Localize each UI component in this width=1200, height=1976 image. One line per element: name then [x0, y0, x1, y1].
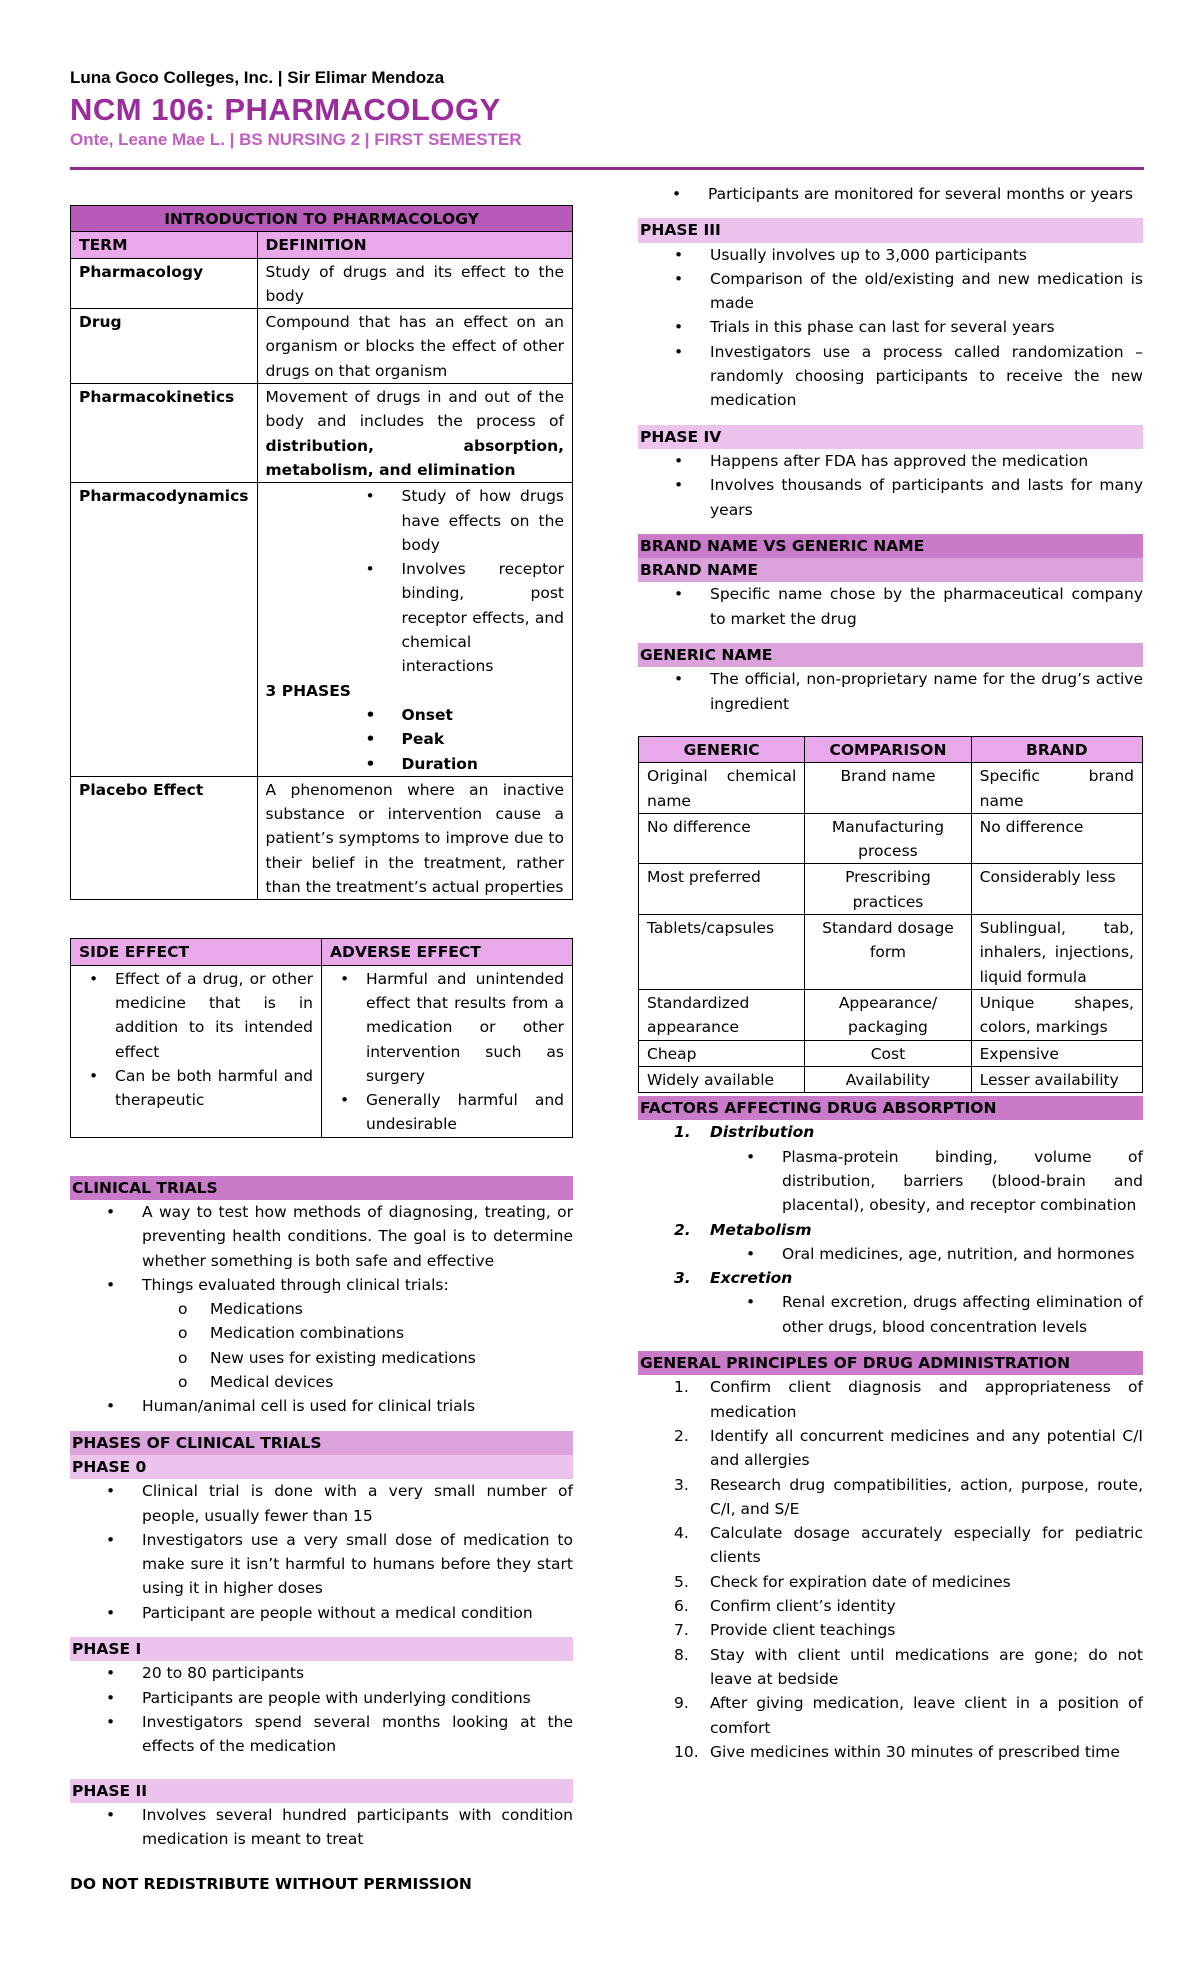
- list-item: [638, 1570, 1143, 1594]
- item-text: Confirm client diagnosis and appropriateness of medication: [710, 1378, 1143, 1421]
- phase-0-heading: PHASE 0: [70, 1455, 573, 1479]
- list-item: • Plasma-protein binding, volume of distribution, barriers (blood-brain and placental), obesity, and receptor combination: [638, 1145, 1143, 1218]
- item-text: Research drug compatibilities, action, purpose, route, C/I, and S/E: [710, 1475, 1143, 1518]
- table-cell: Manufacturing process: [805, 813, 971, 864]
- list-item: [638, 1120, 1143, 1144]
- list-item: [638, 1594, 1143, 1618]
- table-row: [639, 1066, 1143, 1092]
- item-number: 7.: [674, 1621, 689, 1640]
- student-info: Onte, Leane Mae L. | BS NURSING 2 | FIRST SEMESTER: [70, 130, 522, 149]
- item-number: 3.: [674, 1475, 689, 1494]
- item-number: 8.: [674, 1645, 689, 1664]
- clinical-trials-list-end: [70, 1394, 573, 1418]
- table-cell: Specific brand name: [971, 763, 1142, 814]
- table-row: [639, 864, 1143, 915]
- list-item: • Participant are people without a medical condition: [70, 1601, 573, 1625]
- phase-2-heading: PHASE II: [70, 1779, 573, 1803]
- definition-cell: A phenomenon where an inactive substance or intervention cause a patient’s symptoms to improve due to their belief in the treatment, rather than the treatment’s actual properties: [257, 776, 572, 899]
- table-row: [639, 915, 1143, 990]
- brand-name-list: [638, 582, 1143, 631]
- list-item: • Investigators use a very small dose of medication to make sure it isn’t harmful to humans before they start using it in higher doses: [70, 1528, 573, 1601]
- item-text: Stay with client until medications are gone; do not leave at bedside: [710, 1645, 1143, 1688]
- list-item: o Medical devices: [70, 1370, 573, 1394]
- list-item: [638, 1473, 1143, 1522]
- list-item: • 20 to 80 participants: [70, 1661, 573, 1685]
- term-cell: Drug: [71, 309, 258, 384]
- item-text: Identify all concurrent medicines and any potential C/I and allergies: [710, 1426, 1143, 1470]
- side-effect-cell: [71, 965, 322, 1137]
- list-item: • Study of how drugs have effects on the body: [258, 484, 564, 557]
- table-cell: Considerably less: [971, 864, 1142, 915]
- list-item: [638, 1643, 1143, 1692]
- table-cell: Original chemical name: [639, 763, 805, 814]
- definition-cell: [257, 483, 572, 777]
- item-text: Check for expiration date of medicines: [710, 1572, 1011, 1591]
- table-cell: Appearance/ packaging: [805, 989, 971, 1040]
- item-number: 1.: [674, 1378, 689, 1397]
- list-item: [638, 1691, 1143, 1740]
- item-text: Provide client teachings: [710, 1621, 896, 1640]
- page-header: [70, 68, 1145, 150]
- list-item: • Onset: [258, 703, 564, 727]
- phase-1-list: [70, 1661, 573, 1758]
- header-divider: [70, 167, 1144, 170]
- absorption-factors-list: [638, 1218, 1143, 1242]
- intro-table-title: INTRODUCTION TO PHARMACOLOGY: [71, 206, 573, 232]
- list-item: • Harmful and unintended effect that results from a medication or other intervention such as surgery: [330, 967, 564, 1088]
- definition-header: DEFINITION: [257, 232, 572, 258]
- list-item: • Clinical trial is done with a very small number of people, usually fewer than 15: [70, 1479, 573, 1528]
- adverse-effect-header: ADVERSE EFFECT: [322, 939, 573, 965]
- list-item: • Oral medicines, age, nutrition, and hormones: [638, 1242, 1143, 1266]
- table-cell: Standardized appearance: [639, 989, 805, 1040]
- definition-text: Movement of drugs in and out of the body and includes the process of: [265, 388, 564, 431]
- table-cell: Widely available: [639, 1066, 805, 1092]
- table-cell: Brand name: [805, 763, 971, 814]
- brand-vs-generic-heading: BRAND NAME VS GENERIC NAME: [638, 534, 1143, 558]
- list-item: [638, 1218, 1143, 1242]
- right-column: [638, 182, 1143, 1764]
- table-row: [639, 813, 1143, 864]
- list-item: • Happens after FDA has approved the medication: [638, 449, 1143, 473]
- list-item: • Duration: [258, 752, 564, 776]
- term-cell: Pharmacokinetics: [71, 384, 258, 483]
- phase-1-heading: PHASE I: [70, 1637, 573, 1661]
- list-item: • Investigators use a process called randomization – randomly choosing participants to receive the new medication: [638, 340, 1143, 413]
- table-row: [639, 989, 1143, 1040]
- phases-label: 3 PHASES: [265, 681, 351, 700]
- definition-emphasis: distribution, absorption, metabolism, and elimination: [265, 436, 564, 479]
- list-item: [638, 1618, 1143, 1642]
- table-cell: Prescribing practices: [805, 864, 971, 915]
- table-row: [71, 483, 573, 777]
- list-item: • Involves thousands of participants and lasts for many years: [638, 473, 1143, 522]
- metabolism-details: [638, 1242, 1143, 1266]
- table-row: [71, 258, 573, 309]
- term-cell: Pharmacodynamics: [71, 483, 258, 777]
- course-title: NCM 106: PHARMACOLOGY: [70, 92, 501, 127]
- item-number: 1.: [674, 1123, 691, 1142]
- item-number: 2.: [674, 1426, 689, 1445]
- item-text: Confirm client’s identity: [710, 1597, 896, 1616]
- table-cell: Lesser availability: [971, 1066, 1142, 1092]
- principles-list: [638, 1375, 1143, 1764]
- phase-3-list: [638, 243, 1143, 413]
- list-item: • Can be both harmful and therapeutic: [79, 1064, 313, 1113]
- list-item: [638, 1375, 1143, 1424]
- list-item: • Investigators spend several months looking at the effects of the medication: [70, 1710, 573, 1759]
- adverse-effect-list: [330, 967, 564, 1137]
- factor-label: Excretion: [710, 1269, 793, 1288]
- list-item: • Specific name chose by the pharmaceutical company to market the drug: [638, 582, 1143, 631]
- list-item: • Participants are people with underlying conditions: [70, 1686, 573, 1710]
- table-cell: No difference: [639, 813, 805, 864]
- generic-column-header: GENERIC: [639, 736, 805, 762]
- list-item: • Involves several hundred participants with condition medication is meant to treat: [70, 1803, 573, 1852]
- list-item: [638, 1521, 1143, 1570]
- table-cell: Most preferred: [639, 864, 805, 915]
- comparison-column-header: COMPARISON: [805, 736, 971, 762]
- absorption-factors-list: [638, 1266, 1143, 1290]
- clinical-trials-heading: CLINICAL TRIALS: [70, 1176, 573, 1200]
- table-row: [639, 1040, 1143, 1066]
- table-cell: No difference: [971, 813, 1142, 864]
- term-cell: Placebo Effect: [71, 776, 258, 899]
- phase-2-list-continued: [636, 182, 1143, 206]
- table-row: [71, 309, 573, 384]
- side-effect-header: SIDE EFFECT: [71, 939, 322, 965]
- table-cell: Expensive: [971, 1040, 1142, 1066]
- table-cell: Availability: [805, 1066, 971, 1092]
- item-number: 4.: [674, 1524, 689, 1543]
- list-item: • A way to test how methods of diagnosing, treating, or preventing health conditions. The goal is to determine whether something is both safe and effective: [70, 1200, 573, 1273]
- list-item: [638, 1266, 1143, 1290]
- term-cell: Pharmacology: [71, 258, 258, 309]
- definition-cell: Compound that has an effect on an organism or blocks the effect of other drugs on that organism: [257, 309, 572, 384]
- list-item: o Medication combinations: [70, 1321, 573, 1345]
- list-item: • Things evaluated through clinical trials:: [70, 1273, 573, 1297]
- term-header: TERM: [71, 232, 258, 258]
- absorption-heading: FACTORS AFFECTING DRUG ABSORPTION: [638, 1096, 1143, 1120]
- item-text: After giving medication, leave client in a position of comfort: [710, 1694, 1143, 1737]
- trial-subjects-list: [70, 1297, 573, 1394]
- table-cell: Sublingual, tab, inhalers, injections, liquid formula: [971, 915, 1142, 990]
- list-item: o Medications: [70, 1297, 573, 1321]
- list-item: • Renal excretion, drugs affecting elimination of other drugs, blood concentration levels: [638, 1290, 1143, 1339]
- definition-cell: [257, 384, 572, 483]
- list-item: • Usually involves up to 3,000 participants: [638, 243, 1143, 267]
- list-item: o New uses for existing medications: [70, 1346, 573, 1370]
- list-item: • Comparison of the old/existing and new medication is made: [638, 267, 1143, 316]
- table-row: [71, 776, 573, 899]
- list-item: • Effect of a drug, or other medicine that is in addition to its intended effect: [79, 967, 313, 1064]
- item-number: 2.: [674, 1220, 691, 1239]
- item-number: 9.: [674, 1694, 689, 1713]
- phases-heading: PHASES OF CLINICAL TRIALS: [70, 1431, 573, 1455]
- table-cell: Tablets/capsules: [639, 915, 805, 990]
- item-number: 6.: [674, 1597, 689, 1616]
- list-item: [638, 1424, 1143, 1473]
- list-item: • Participants are monitored for several months or years: [636, 182, 1143, 206]
- table-cell: Cheap: [639, 1040, 805, 1066]
- item-text: Give medicines within 30 minutes of prescribed time: [710, 1742, 1120, 1761]
- principles-heading: GENERAL PRINCIPLES OF DRUG ADMINISTRATION: [638, 1351, 1143, 1375]
- list-item: • Human/animal cell is used for clinical trials: [70, 1394, 573, 1418]
- institution-line: Luna Goco Colleges, Inc. | Sir Elimar Mendoza: [70, 68, 445, 87]
- generic-name-heading: GENERIC NAME: [638, 643, 1143, 667]
- list-item: • Peak: [258, 727, 564, 751]
- generic-vs-brand-table: [638, 736, 1143, 1093]
- list-item: • Trials in this phase can last for several years: [638, 315, 1143, 339]
- brand-column-header: BRAND: [971, 736, 1142, 762]
- brand-name-heading: BRAND NAME: [638, 558, 1143, 582]
- phase-3-heading: PHASE III: [638, 218, 1143, 242]
- table-row: [639, 763, 1143, 814]
- effects-table: [70, 938, 573, 1137]
- factor-label: Metabolism: [710, 1220, 812, 1239]
- factor-label: Distribution: [710, 1123, 815, 1142]
- phase-2-list: [70, 1803, 573, 1852]
- phase-0-list: [70, 1479, 573, 1625]
- table-cell: Unique shapes, colors, markings: [971, 989, 1142, 1040]
- absorption-factors-list: [638, 1120, 1143, 1144]
- phase-4-list: [638, 449, 1143, 522]
- list-item: • Involves receptor binding, post receptor effects, and chemical interactions: [258, 557, 564, 678]
- adverse-effect-cell: [322, 965, 573, 1137]
- side-effect-list: [79, 967, 313, 1113]
- definition-cell: Study of drugs and its effect to the body: [257, 258, 572, 309]
- item-number: 3.: [674, 1269, 691, 1288]
- excretion-details: [638, 1290, 1143, 1339]
- clinical-trials-list: [70, 1200, 573, 1297]
- distribution-details: [638, 1145, 1143, 1218]
- footer-notice: DO NOT REDISTRIBUTE WITHOUT PERMISSION: [70, 1875, 472, 1893]
- table-cell: Standard dosage form: [805, 915, 971, 990]
- list-item: • The official, non-proprietary name for the drug’s active ingredient: [638, 667, 1143, 716]
- intro-table: [70, 205, 573, 900]
- list-item: • Generally harmful and undesirable: [330, 1088, 564, 1137]
- item-text: Calculate dosage accurately especially for pediatric clients: [710, 1524, 1143, 1567]
- generic-name-list: [638, 667, 1143, 716]
- phases-list: [258, 703, 564, 776]
- phase-4-heading: PHASE IV: [638, 425, 1143, 449]
- table-cell: Cost: [805, 1040, 971, 1066]
- item-number: 5.: [674, 1572, 689, 1591]
- list-item: [638, 1740, 1143, 1764]
- item-number: 10.: [674, 1742, 699, 1761]
- pharmacodynamics-list: [258, 484, 564, 678]
- left-column: [70, 205, 573, 1851]
- table-row: [71, 384, 573, 483]
